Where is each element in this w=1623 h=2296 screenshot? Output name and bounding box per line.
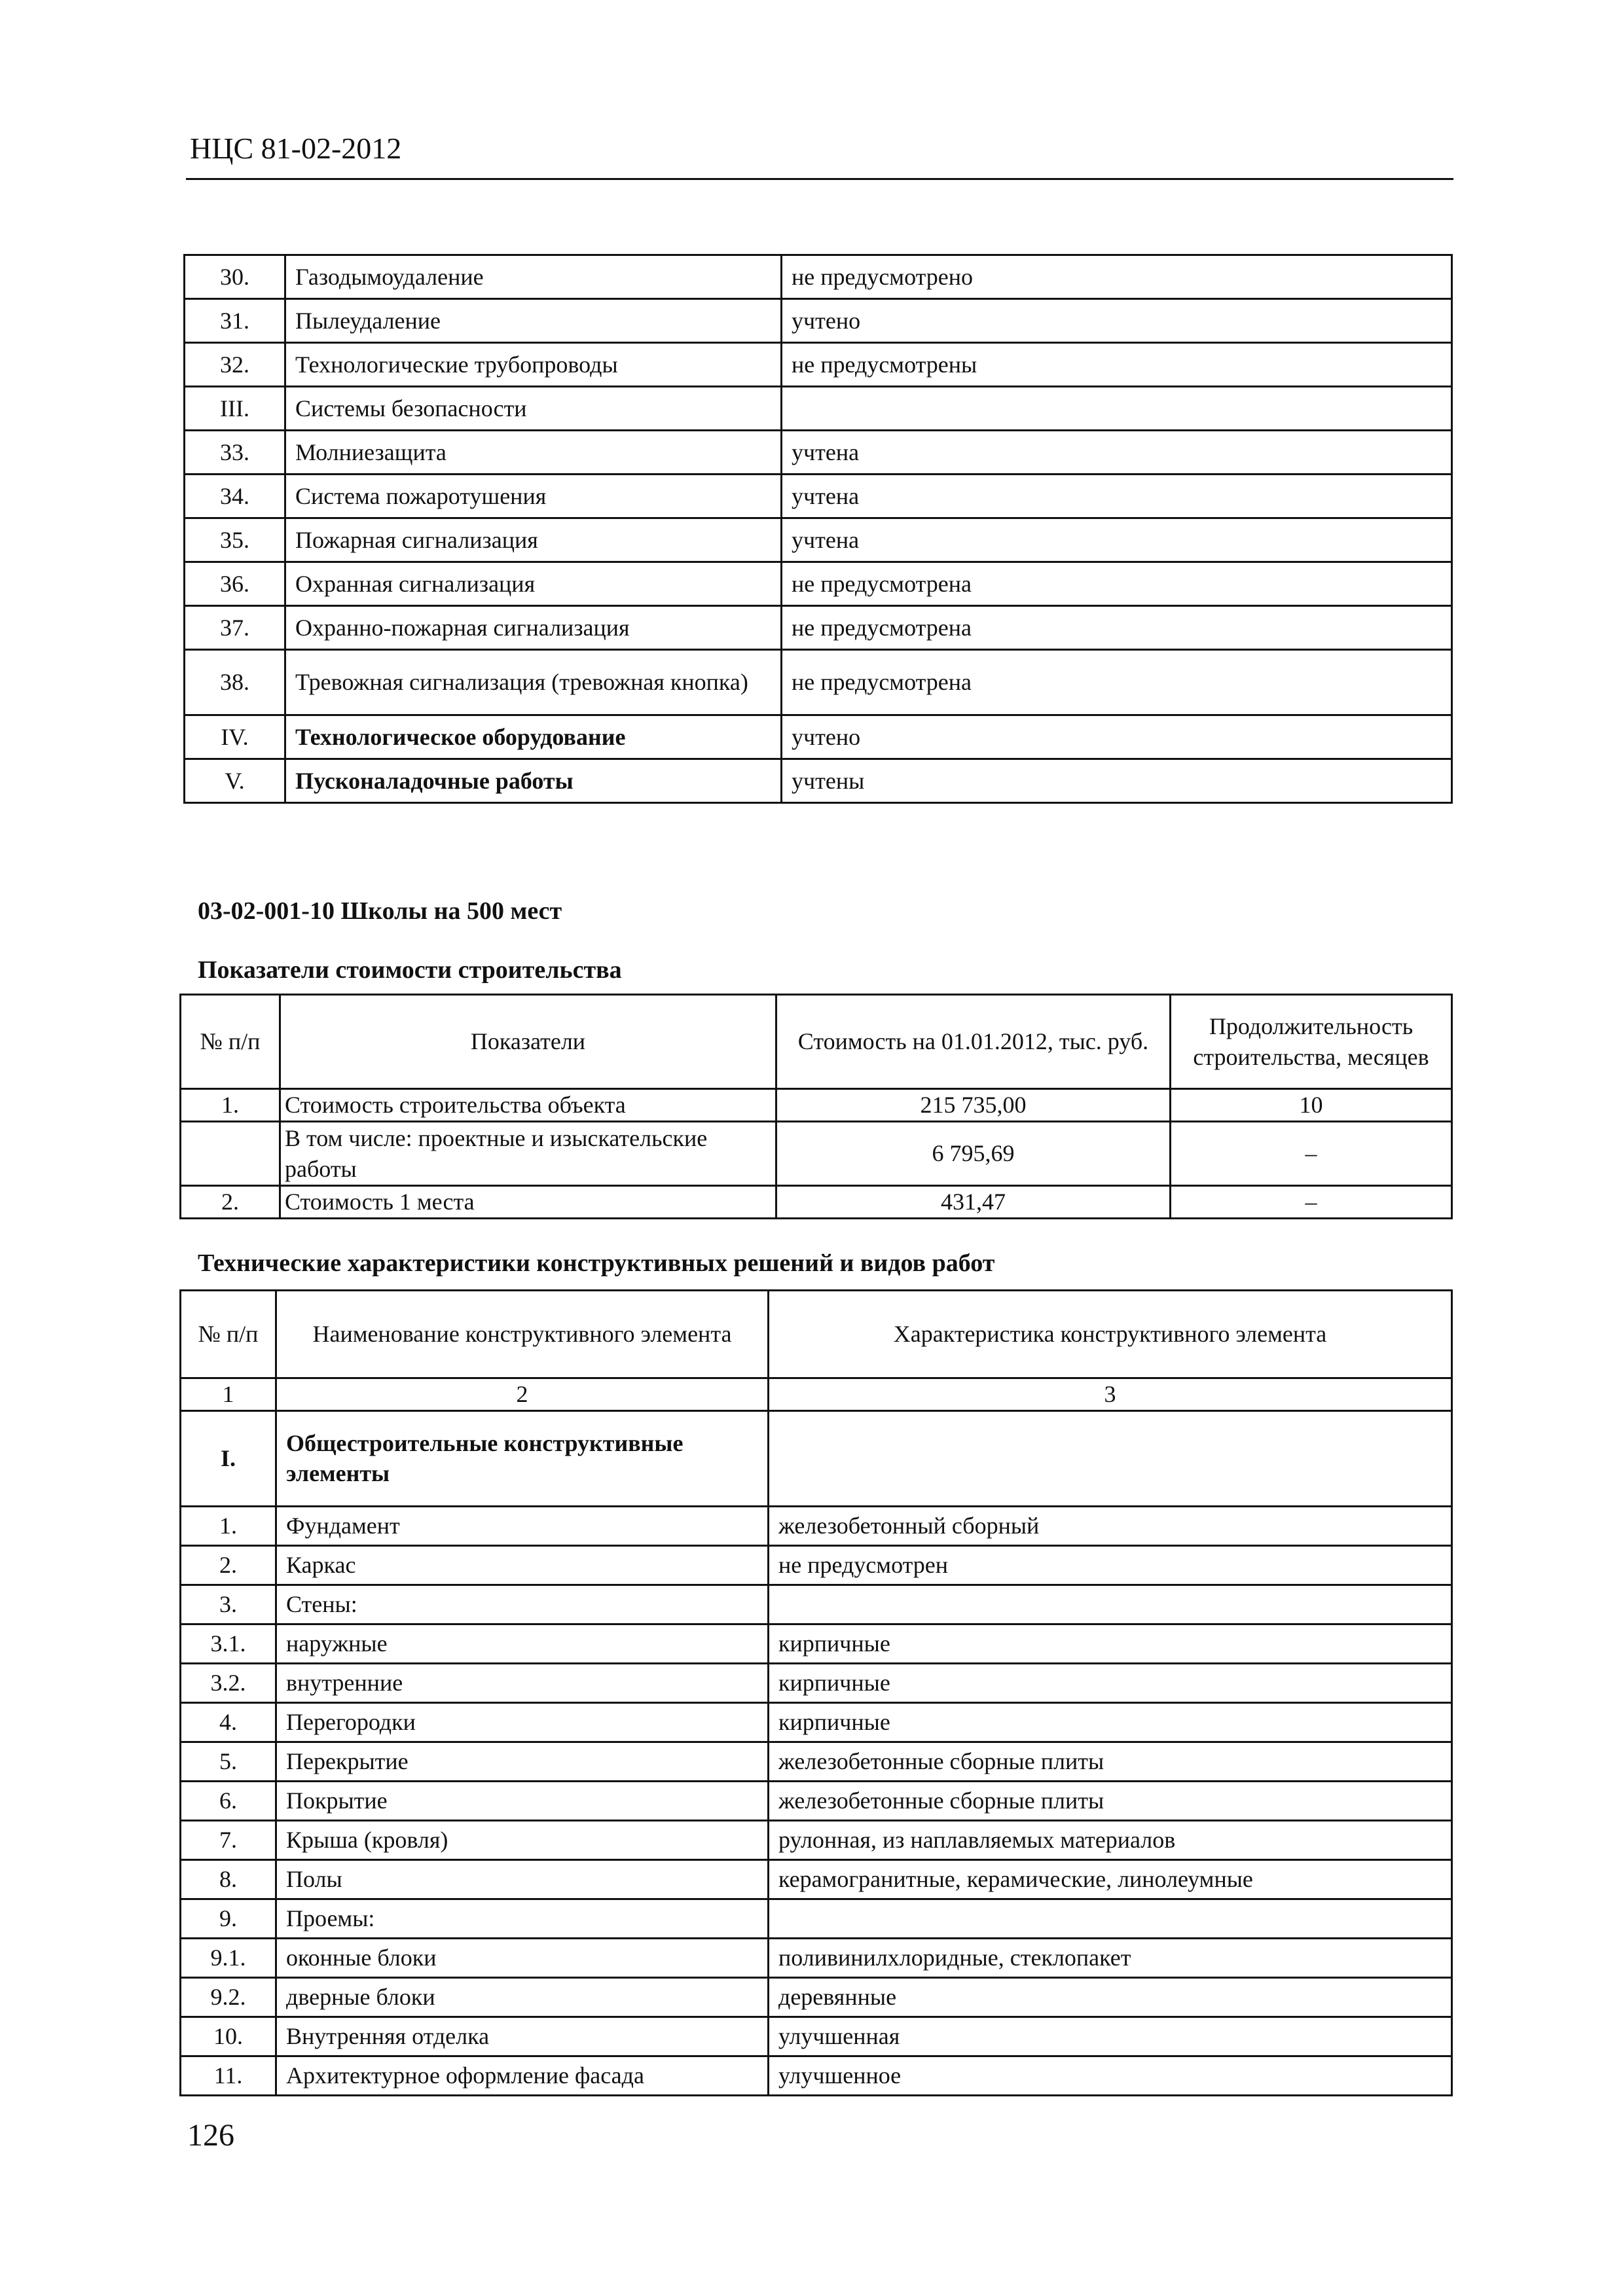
row-num: 11. xyxy=(181,2056,276,2095)
row-num: 8. xyxy=(181,1859,276,1899)
row-indicator: Стоимость 1 места xyxy=(280,1186,776,1219)
column-number: 1 xyxy=(181,1378,276,1411)
row-characteristic: рулонная, из наплавляемых материалов xyxy=(769,1820,1452,1859)
row-num: III. xyxy=(185,387,285,431)
row-element: Внутренняя отделка xyxy=(276,2017,769,2056)
table-row xyxy=(181,1410,1452,1506)
table-row xyxy=(185,387,1452,431)
row-value xyxy=(782,387,1452,431)
row-characteristic: поливинилхлоридные, стеклопакет xyxy=(769,1938,1452,1977)
table-row xyxy=(181,1781,1452,1820)
table-row xyxy=(181,1859,1452,1899)
row-value: не предусмотрена xyxy=(782,562,1452,606)
header-indicator: Показатели xyxy=(280,995,776,1089)
row-element: оконные блоки xyxy=(276,1938,769,1977)
table-row xyxy=(185,299,1452,343)
row-num: 3. xyxy=(181,1585,276,1624)
header-duration: Продолжительность строительства, месяцев xyxy=(1171,995,1452,1089)
row-element: Стены: xyxy=(276,1585,769,1624)
tech-table-caption: Технические характеристики конструктивных решений и видов работ xyxy=(198,1249,995,1277)
table-row xyxy=(181,1702,1452,1742)
row-element: Крыша (кровля) xyxy=(276,1820,769,1859)
row-num: 3.2. xyxy=(181,1663,276,1702)
systems-table xyxy=(183,254,1453,804)
row-characteristic: железобетонные сборные плиты xyxy=(769,1742,1452,1781)
row-characteristic xyxy=(769,1585,1452,1624)
row-duration: 10 xyxy=(1171,1089,1452,1122)
row-element: Перекрытие xyxy=(276,1742,769,1781)
row-value: учтено xyxy=(782,715,1452,759)
header-num: № п/п xyxy=(181,1291,276,1378)
row-name: Технологические трубопроводы xyxy=(285,343,782,387)
row-name: Система пожаротушения xyxy=(285,475,782,518)
row-characteristic: улучшенное xyxy=(769,2056,1452,2095)
row-characteristic: кирпичные xyxy=(769,1702,1452,1742)
row-element: Общестроительные конструктивные элементы xyxy=(276,1410,769,1506)
row-value: учтена xyxy=(782,475,1452,518)
row-num: 9.2. xyxy=(181,1977,276,2017)
header-cost: Стоимость на 01.01.2012, тыс. руб. xyxy=(776,995,1171,1089)
table-row xyxy=(181,1663,1452,1702)
row-num: 9. xyxy=(181,1899,276,1938)
table-row xyxy=(181,1186,1452,1219)
row-value: не предусмотрена xyxy=(782,650,1452,715)
column-number: 3 xyxy=(769,1378,1452,1411)
table-row xyxy=(181,1977,1452,2017)
row-num: 31. xyxy=(185,299,285,343)
table-row xyxy=(181,1624,1452,1663)
row-element: Проемы: xyxy=(276,1899,769,1938)
table-row xyxy=(185,606,1452,650)
table-row xyxy=(185,431,1452,475)
systems-table-body xyxy=(185,255,1452,803)
table-row xyxy=(181,1585,1452,1624)
column-number: 2 xyxy=(276,1378,769,1411)
row-num: IV. xyxy=(185,715,285,759)
row-characteristic xyxy=(769,1410,1452,1506)
row-num: 10. xyxy=(181,2017,276,2056)
tech-table-header-row xyxy=(181,1291,1452,1378)
row-num: 33. xyxy=(185,431,285,475)
row-element: Каркас xyxy=(276,1545,769,1585)
row-num: 3.1. xyxy=(181,1624,276,1663)
table-row xyxy=(181,2017,1452,2056)
row-cost: 431,47 xyxy=(776,1186,1171,1219)
row-name: Охранно-пожарная сигнализация xyxy=(285,606,782,650)
row-characteristic xyxy=(769,1899,1452,1938)
row-characteristic: не предусмотрен xyxy=(769,1545,1452,1585)
cost-table xyxy=(179,994,1453,1219)
table-row xyxy=(181,1122,1452,1186)
table-row xyxy=(181,1506,1452,1545)
row-name: Тревожная сигнализация (тревожная кнопка) xyxy=(285,650,782,715)
row-element: Фундамент xyxy=(276,1506,769,1545)
document-code: НЦС 81-02-2012 xyxy=(190,132,402,165)
row-num: 2. xyxy=(181,1545,276,1585)
row-element: наружные xyxy=(276,1624,769,1663)
section-title: 03-02-001-10 Школы на 500 мест xyxy=(198,897,562,925)
table-row xyxy=(185,343,1452,387)
tech-table-body xyxy=(181,1291,1452,2096)
row-num: 5. xyxy=(181,1742,276,1781)
header-characteristic: Характеристика конструктивного элемента xyxy=(769,1291,1452,1378)
row-num: 2. xyxy=(181,1186,280,1219)
row-duration: – xyxy=(1171,1122,1452,1186)
row-name: Пусконаладочные работы xyxy=(285,759,782,803)
row-num: 37. xyxy=(185,606,285,650)
row-characteristic: деревянные xyxy=(769,1977,1452,2017)
table-row xyxy=(181,1820,1452,1859)
header-element: Наименование конструктивного элемента xyxy=(276,1291,769,1378)
row-num: 7. xyxy=(181,1820,276,1859)
table-row xyxy=(185,255,1452,299)
row-num xyxy=(181,1122,280,1186)
row-value: учтены xyxy=(782,759,1452,803)
column-numbers-row xyxy=(181,1378,1452,1411)
page-number: 126 xyxy=(187,2118,234,2153)
header-divider xyxy=(186,178,1453,180)
row-element: внутренние xyxy=(276,1663,769,1702)
header-num: № п/п xyxy=(181,995,280,1089)
row-name: Технологическое оборудование xyxy=(285,715,782,759)
table-row xyxy=(181,2056,1452,2095)
row-indicator: В том числе: проектные и изыскательские работы xyxy=(280,1122,776,1186)
row-characteristic: кирпичные xyxy=(769,1624,1452,1663)
row-element: Архитектурное оформление фасада xyxy=(276,2056,769,2095)
table-row xyxy=(181,1742,1452,1781)
row-num: 6. xyxy=(181,1781,276,1820)
row-indicator: Стоимость строительства объекта xyxy=(280,1089,776,1122)
row-value: учтена xyxy=(782,518,1452,562)
row-characteristic: железобетонный сборный xyxy=(769,1506,1452,1545)
row-value: не предусмотрена xyxy=(782,606,1452,650)
cost-table-header-row xyxy=(181,995,1452,1089)
row-name: Молниезащита xyxy=(285,431,782,475)
table-row xyxy=(185,562,1452,606)
row-characteristic: кирпичные xyxy=(769,1663,1452,1702)
cost-table-caption: Показатели стоимости строительства xyxy=(198,956,622,984)
row-element: Полы xyxy=(276,1859,769,1899)
table-row xyxy=(181,1938,1452,1977)
table-row xyxy=(185,759,1452,803)
row-cost: 215 735,00 xyxy=(776,1089,1171,1122)
row-value: учтена xyxy=(782,431,1452,475)
row-cost: 6 795,69 xyxy=(776,1122,1171,1186)
row-name: Газодымоудаление xyxy=(285,255,782,299)
row-characteristic: улучшенная xyxy=(769,2017,1452,2056)
table-row xyxy=(181,1089,1452,1122)
row-value: не предусмотрено xyxy=(782,255,1452,299)
row-num: 30. xyxy=(185,255,285,299)
table-row xyxy=(181,1899,1452,1938)
row-num: 9.1. xyxy=(181,1938,276,1977)
row-num: I. xyxy=(181,1410,276,1506)
table-row xyxy=(185,715,1452,759)
row-num: 38. xyxy=(185,650,285,715)
row-num: 4. xyxy=(181,1702,276,1742)
table-row xyxy=(185,518,1452,562)
row-element: Перегородки xyxy=(276,1702,769,1742)
row-element: Покрытие xyxy=(276,1781,769,1820)
row-num: 1. xyxy=(181,1506,276,1545)
table-row xyxy=(185,475,1452,518)
row-num: 32. xyxy=(185,343,285,387)
row-value: учтено xyxy=(782,299,1452,343)
row-name: Системы безопасности xyxy=(285,387,782,431)
row-num: V. xyxy=(185,759,285,803)
row-num: 1. xyxy=(181,1089,280,1122)
table-row xyxy=(181,1545,1452,1585)
row-duration: – xyxy=(1171,1186,1452,1219)
tech-table xyxy=(179,1289,1453,2096)
row-characteristic: керамогранитные, керамические, линолеумные xyxy=(769,1859,1452,1899)
row-num: 34. xyxy=(185,475,285,518)
row-name: Пожарная сигнализация xyxy=(285,518,782,562)
row-num: 36. xyxy=(185,562,285,606)
row-num: 35. xyxy=(185,518,285,562)
row-value: не предусмотрены xyxy=(782,343,1452,387)
row-name: Охранная сигнализация xyxy=(285,562,782,606)
table-row xyxy=(185,650,1452,715)
row-element: дверные блоки xyxy=(276,1977,769,2017)
row-characteristic: железобетонные сборные плиты xyxy=(769,1781,1452,1820)
row-name: Пылеудаление xyxy=(285,299,782,343)
